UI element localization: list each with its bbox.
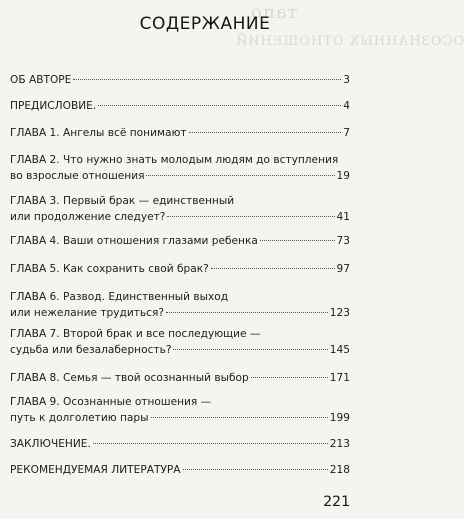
toc-entry	[10, 436, 350, 452]
toc-entry-title: ЗАКЛЮЧЕНИЕ.	[10, 438, 91, 450]
toc-entry	[10, 233, 350, 249]
toc-entry-title-line1: ГЛАВА 2. Что нужно знать молодым людям до вступления	[10, 154, 339, 166]
toc-page-number: 4	[343, 100, 350, 112]
toc-page-number: 7	[343, 127, 350, 139]
toc-page-number: 145	[329, 344, 350, 356]
toc-entry	[10, 193, 350, 225]
dot-leader	[251, 377, 328, 378]
toc-entry-title-line1: ГЛАВА 9. Осознанные отношения —	[10, 396, 212, 408]
toc-entry-title: РЕКОМЕНДУЕМАЯ ЛИТЕРАТУРА	[10, 464, 181, 476]
toc-page-number: 199	[329, 412, 350, 424]
toc-entry	[10, 261, 350, 277]
toc-entry	[10, 326, 350, 358]
toc-page-number: 19	[336, 170, 350, 182]
toc-entry-title: ГЛАВА 4. Ваши отношения глазами ребенка	[10, 235, 258, 247]
toc-entry-title-line1: ГЛАВА 7. Второй брак и все последующие —	[10, 328, 261, 340]
toc-page-number: 123	[329, 307, 350, 319]
toc-entry	[10, 125, 350, 141]
toc-entry-title: ГЛАВА 1. Ангелы всё понимают	[10, 127, 187, 139]
toc-entry	[10, 98, 350, 114]
dot-leader	[151, 417, 328, 418]
toc-entry-title: во взрослые отношения	[10, 170, 145, 182]
toc-entry-title: ГЛАВА 5. Как сохранить свой брак?	[10, 263, 209, 275]
toc-page-number: 218	[329, 464, 350, 476]
toc-page-number: 213	[329, 438, 350, 450]
dot-leader	[166, 312, 328, 313]
toc-page-number: 3	[343, 74, 350, 86]
page-number: 221	[323, 494, 350, 510]
toc-page-number: 73	[336, 235, 350, 247]
toc-entry-title: или продолжение следует?	[10, 211, 166, 223]
page-title: СОДЕРЖАНИЕ	[139, 14, 271, 34]
show-through-text: ОСОЗНАННЫХ ОТНОШЕНИЙ	[235, 34, 464, 49]
toc-entry-title-line1: ГЛАВА 3. Первый брак — единственный	[10, 195, 235, 207]
dot-leader	[211, 268, 335, 269]
toc-entry	[10, 394, 350, 426]
dot-leader	[98, 105, 341, 106]
toc-entry	[10, 72, 350, 88]
toc-entry	[10, 289, 350, 321]
toc-entry	[10, 370, 350, 386]
dot-leader	[173, 349, 327, 350]
dot-leader	[73, 79, 341, 80]
toc-entry-title-line1: ГЛАВА 6. Развод. Единственный выход	[10, 291, 229, 303]
dot-leader	[183, 469, 328, 470]
toc-entry-title: или нежелание трудиться?	[10, 307, 164, 319]
show-through-text: тапо	[250, 2, 298, 23]
toc-entry-title: судьба или безалаберность?	[10, 344, 172, 356]
toc-page-number: 97	[336, 263, 350, 275]
toc-entry	[10, 152, 350, 184]
toc-entry-title: ПРЕДИСЛОВИЕ.	[10, 100, 97, 112]
dot-leader	[260, 240, 335, 241]
dot-leader	[167, 216, 334, 217]
toc-entry-title: ГЛАВА 8. Семья — твой осознанный выбор	[10, 372, 249, 384]
toc-entry	[10, 462, 350, 478]
dot-leader	[189, 132, 342, 133]
toc-entry-title: ОБ АВТОРЕ	[10, 74, 72, 86]
toc-page-number: 171	[329, 372, 350, 384]
dot-leader	[93, 443, 328, 444]
dot-leader	[146, 175, 334, 176]
toc-entry-title: путь к долголетию пары	[10, 412, 149, 424]
toc-page-number: 41	[336, 211, 350, 223]
